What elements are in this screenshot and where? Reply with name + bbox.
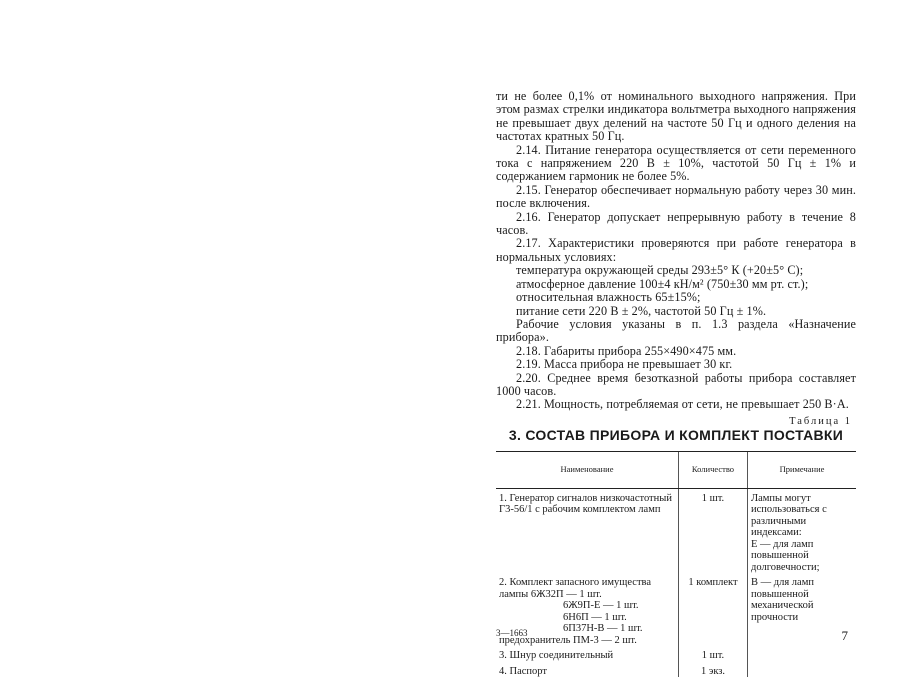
paragraph: 2.20. Среднее время безотказной работы прибора составляет 1000 часов.	[496, 370, 856, 398]
section-title: 3. СОСТАВ ПРИБОРА И КОМПЛЕКТ ПОСТАВКИ	[508, 426, 844, 443]
cell-quantity: 1 экз.	[679, 662, 748, 678]
cell-note	[748, 488, 857, 573]
header-quantity: Количество	[679, 451, 748, 488]
paragraph: Рабочие условия указаны в п. 1.3 раздела «Назначение прибора».	[496, 316, 856, 345]
condition-item: температура окружающей среды 293±5° К (+20±5° С);	[516, 263, 804, 278]
paragraph: 2.15. Генератор обеспечивает нормальную работу через 30 мин. после включения.	[496, 182, 856, 211]
item-text: 2. Комплект запасного имущества	[499, 577, 652, 589]
paragraph: ти не более 0,1% от номинального выходного напряжения. При этом размах стрелки индикатора вольтметра выходного напряжения не превышает двух делений на частоте 50 Гц и одного деления на частотах кратных 50 Гц.	[496, 89, 856, 144]
table-row	[496, 646, 856, 662]
table-row	[496, 488, 856, 573]
cell-quantity: 1 комплект	[679, 573, 748, 646]
paragraph: 2.18. Габариты прибора 255×490×475 мм.	[516, 343, 737, 358]
paragraph: 2.19. Масса прибора не превышает 30 кг.	[516, 357, 733, 372]
note-text: Е — для ламп повышенной долговечности;	[751, 538, 820, 573]
cell-name: 4. Паспорт	[499, 665, 547, 677]
condition-item: относительная влажность 65±15%;	[516, 290, 701, 305]
page-number: 7	[841, 628, 848, 643]
table-row	[496, 662, 856, 678]
paragraph: 2.14. Питание генератора осуществляется от сети переменного тока с напряжением 220 В ± 10%, частотой 50 Гц ± 1% и содержанием гармоник не более 5%.	[496, 142, 856, 184]
paragraph: 2.21. Мощность, потребляемая от сети, не превышает 250 В·А.	[516, 397, 849, 412]
header-name: Наименование	[496, 451, 679, 488]
print-signature: 3—1663	[496, 628, 528, 638]
item-text: 6Ж9П-Е — 1 шт.	[563, 600, 639, 612]
cell-note: В — для ламп повышенной механической прочности	[748, 573, 857, 646]
cell-quantity: 1 шт.	[679, 646, 748, 662]
document-page	[496, 90, 856, 677]
item-text: предохранитель ПМ-3 — 2 шт.	[499, 634, 637, 646]
cell-name: 3. Шнур соединительный	[499, 650, 614, 662]
item-text: 6П37Н-В — 1 шт.	[563, 623, 643, 635]
item-text: лампы 6Ж32П — 1 шт.	[499, 588, 602, 600]
condition-item: питание сети 220 В ± 2%, частотой 50 Гц ± 1%.	[516, 303, 767, 318]
cell-name: 1. Генератор сигналов низкочастотный Г3-56/1 с рабочим комплектом ламп	[499, 492, 672, 516]
cell-quantity: 1 шт.	[679, 488, 748, 573]
table-header-row	[496, 451, 856, 488]
cell-note	[748, 646, 857, 662]
note-text: Лампы могут использоваться с различными индексами:	[751, 492, 827, 539]
table-caption: Таблица 1	[789, 415, 852, 427]
paragraph: 2.16. Генератор допускает непрерывную работу в течение 8 часов.	[496, 209, 856, 238]
cell-note	[748, 662, 857, 678]
item-text: 6Н6П — 1 шт.	[563, 611, 627, 623]
header-note: Примечание	[748, 451, 857, 488]
paragraph: 2.17. Характеристики проверяются при работе генератора в нормальных условиях:	[496, 236, 856, 264]
condition-item: атмосферное давление 100±4 кН/м² (750±30 мм рт. ст.);	[516, 276, 809, 291]
supply-table	[496, 451, 856, 678]
table-row	[496, 573, 856, 646]
